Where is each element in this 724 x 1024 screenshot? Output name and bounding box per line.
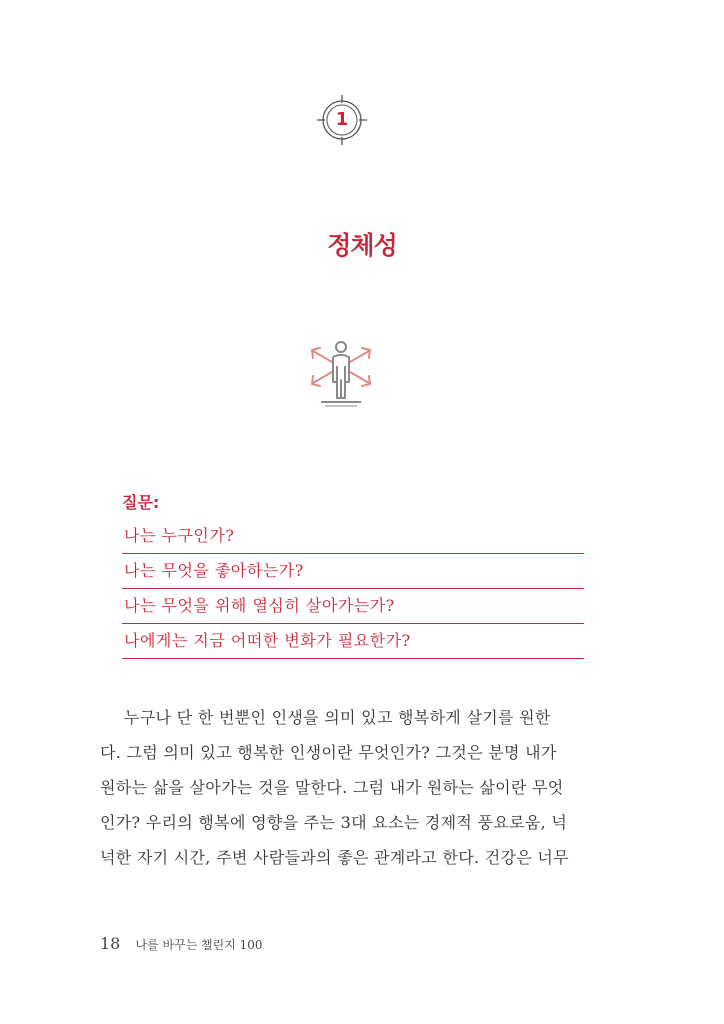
chapter-badge [316, 94, 368, 146]
body-line: 원하는 삶을 살아가는 것을 말한다. 그럼 내가 원하는 삶이란 무엇 [100, 778, 564, 797]
question-item: 나는 무엇을 위해 열심히 살아가는가? [122, 589, 584, 624]
body-line: 누구나 단 한 번뿐인 인생을 의미 있고 행복하게 살기를 원한 [124, 708, 551, 727]
chapter-title: 정체성 [327, 231, 397, 260]
chapter-number: 1 [335, 109, 349, 130]
page-number: 18 [100, 934, 121, 953]
question-item: 나에게는 지금 어떠한 변화가 필요한가? [122, 624, 584, 659]
page-footer [100, 934, 263, 953]
body-line: 인가? 우리의 행복에 영향을 주는 3대 요소는 경제적 풍요로움, 넉 [100, 813, 568, 832]
person-with-arrows-icon [305, 336, 377, 410]
body-line: 넉한 자기 시간, 주변 사람들과의 좋은 관계라고 한다. 건강은 너무 [100, 848, 569, 867]
question-item: 나는 누구인가? [122, 519, 584, 554]
body-paragraph [100, 700, 584, 875]
question-item: 나는 무엇을 좋아하는가? [122, 554, 584, 589]
questions-section [122, 490, 584, 659]
body-line: 다. 그럼 의미 있고 행복한 인생이란 무엇인가? 그것은 분명 내가 [100, 743, 557, 762]
questions-heading: 질문: [122, 493, 160, 512]
book-title: 나를 바꾸는 챌린지 100 [135, 938, 263, 952]
